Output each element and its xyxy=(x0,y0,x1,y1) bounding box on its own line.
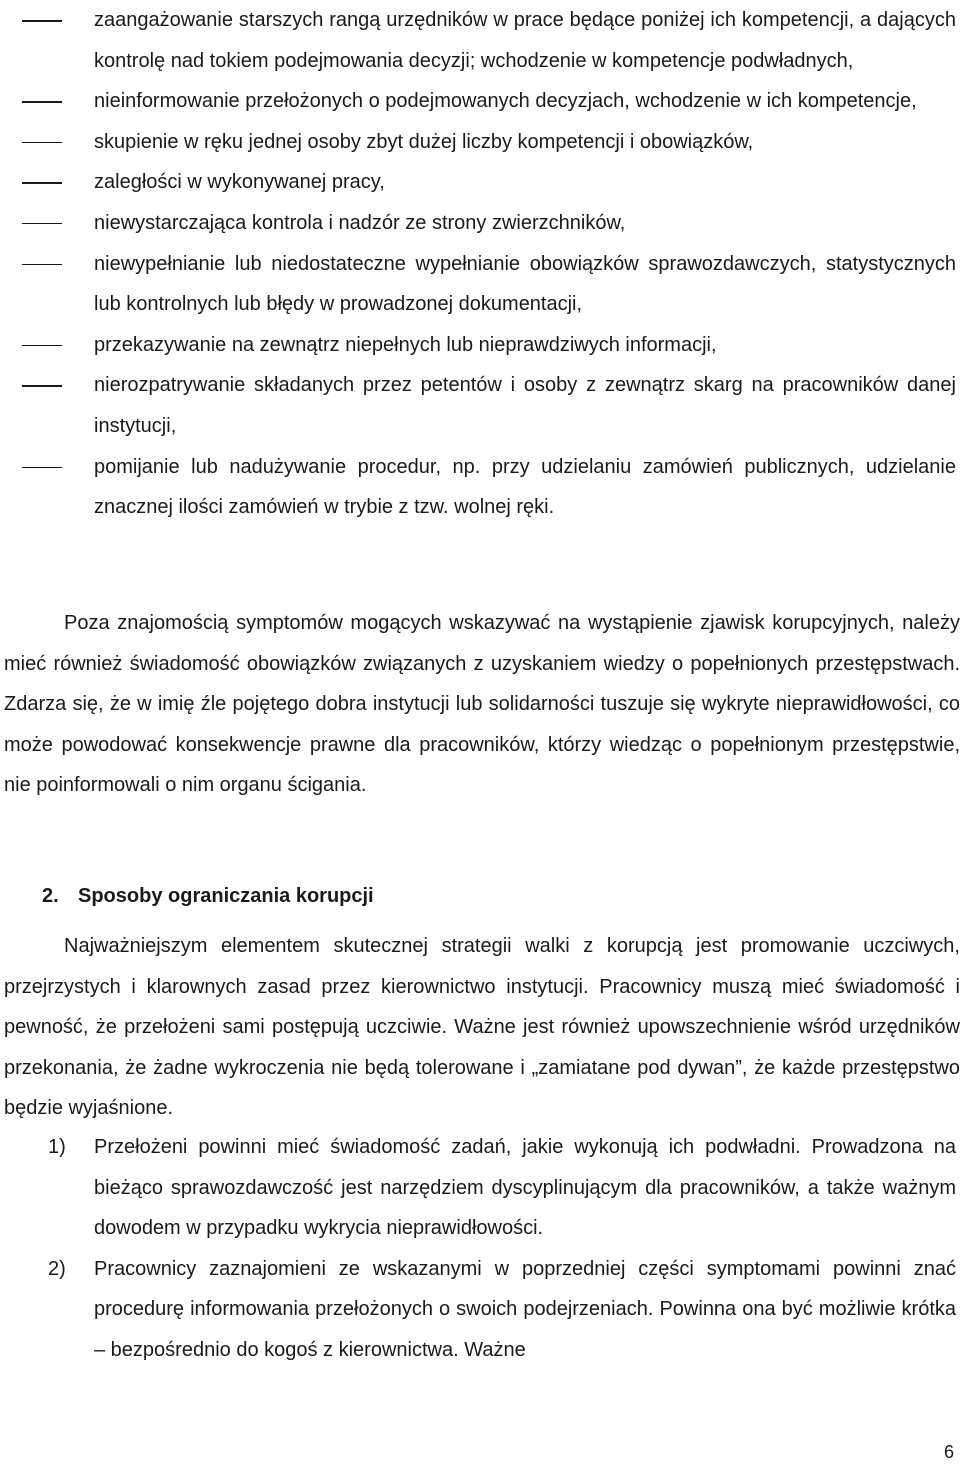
symptom-list xyxy=(0,0,960,528)
body-paragraph: Poza znajomością symptomów mogących wskazywać na wystąpienie zjawisk korupcyjnych, należy mieć również świadomość obowiązków związanych z uzyskaniem wiedzy o popełnionych przestępstwach. Zdarza się, że w imię źle pojętego dobra instytucji lub solidarności tuszuje się wykryte nieprawidłowości, co może powodować konsekwencje prawne dla pracowników, którzy wiedząc o popełnionym przestępstwie, nie poinformowali o nim organu ścigania. xyxy=(4,612,960,797)
list-item xyxy=(0,0,960,81)
section-heading xyxy=(42,876,374,916)
list-item-text: Przełożeni powinni mieć świadomość zadań, jakie wykonują ich podwładni. Prowadzona na bieżąco sprawozdawczość jest narzędziem dyscyplinującym dla pracowników, a także ważnym dowodem w przypadku wykrycia nieprawidłowości. xyxy=(94,1136,956,1240)
list-item xyxy=(0,365,960,446)
dash-bullet-icon xyxy=(22,385,62,387)
list-item xyxy=(0,447,960,528)
list-item-text: zaangażowanie starszych rangą urzędników w prace będące poniżej ich kompetencji, a dających kontrolę nad tokiem podejmowania decyzji; wchodzenie w kompetencje podwładnych, xyxy=(94,9,956,72)
list-item-text: niewypełnianie lub niedostateczne wypełnianie obowiązków sprawozdawczych, statystycznych lub kontrolnych lub błędy w prowadzonej dokumentacji, xyxy=(94,252,956,316)
list-item xyxy=(0,1127,960,1249)
list-item-text: pomijanie lub nadużywanie procedur, np. przy udzielaniu zamówień publicznych, udzielanie znacznej ilości zamówień w trybie z tzw. wolnej ręki. xyxy=(94,455,956,519)
numbered-list xyxy=(0,1127,960,1371)
page-number: 6 xyxy=(943,1442,954,1462)
list-item xyxy=(0,81,960,122)
list-marker: 2) xyxy=(48,1257,66,1280)
dash-bullet-icon xyxy=(22,264,62,266)
dash-bullet-icon xyxy=(22,101,62,103)
list-item-text: skupienie w ręku jednej osoby zbyt dużej liczby kompetencji i obowiązków, xyxy=(94,130,754,153)
list-item-text: nierozpatrywanie składanych przez petentów i osoby z zewnątrz skarg na pracowników danej instytucji, xyxy=(94,374,956,437)
list-item xyxy=(0,203,960,244)
section-number: 2. xyxy=(42,885,59,907)
list-item xyxy=(0,1249,960,1371)
list-item-text: przekazywanie na zewnątrz niepełnych lub nieprawdziwych informacji, xyxy=(94,333,717,356)
dash-bullet-icon xyxy=(22,142,62,144)
list-item-text: nieinformowanie przełożonych o podejmowanych decyzjach, wchodzenie w ich kompetencje, xyxy=(94,90,917,113)
list-item xyxy=(0,325,960,366)
dash-bullet-icon xyxy=(22,223,62,225)
list-item xyxy=(0,122,960,163)
dash-bullet-icon xyxy=(22,182,62,184)
dash-bullet-icon xyxy=(22,467,62,469)
list-item-text: zaległości w wykonywanej pracy, xyxy=(94,171,385,194)
list-marker: 1) xyxy=(48,1136,66,1158)
list-item xyxy=(0,162,960,203)
body-paragraph: Najważniejszym elementem skutecznej strategii walki z korupcją jest promowanie uczciwych, przejrzystych i klarownych zasad przez kierownictwo instytucji. Pracownicy muszą mieć świadomość i pewność, że przełożeni sami postępują uczciwie. Ważne jest również upowszechnienie wśród urzędników przekonania, że żadne wykroczenia nie będą tolerowane i „zamiatane pod dywan”, że każde przestępstwo będzie wyjaśnione. xyxy=(4,935,960,1120)
dash-bullet-icon xyxy=(22,20,62,22)
dash-bullet-icon xyxy=(22,345,62,347)
section-title: Sposoby ograniczania korupcji xyxy=(78,885,374,907)
list-item xyxy=(0,244,960,325)
list-item-text: Pracownicy zaznajomieni ze wskazanymi w poprzedniej części symptomami powinni znać procedurę informowania przełożonych o swoich podejrzeniach. Powinna ona być możliwie krótka – bezpośrednio do kogoś z kierownictwa. Ważne xyxy=(94,1257,956,1361)
list-item-text: niewystarczająca kontrola i nadzór ze strony zwierzchników, xyxy=(94,211,626,234)
